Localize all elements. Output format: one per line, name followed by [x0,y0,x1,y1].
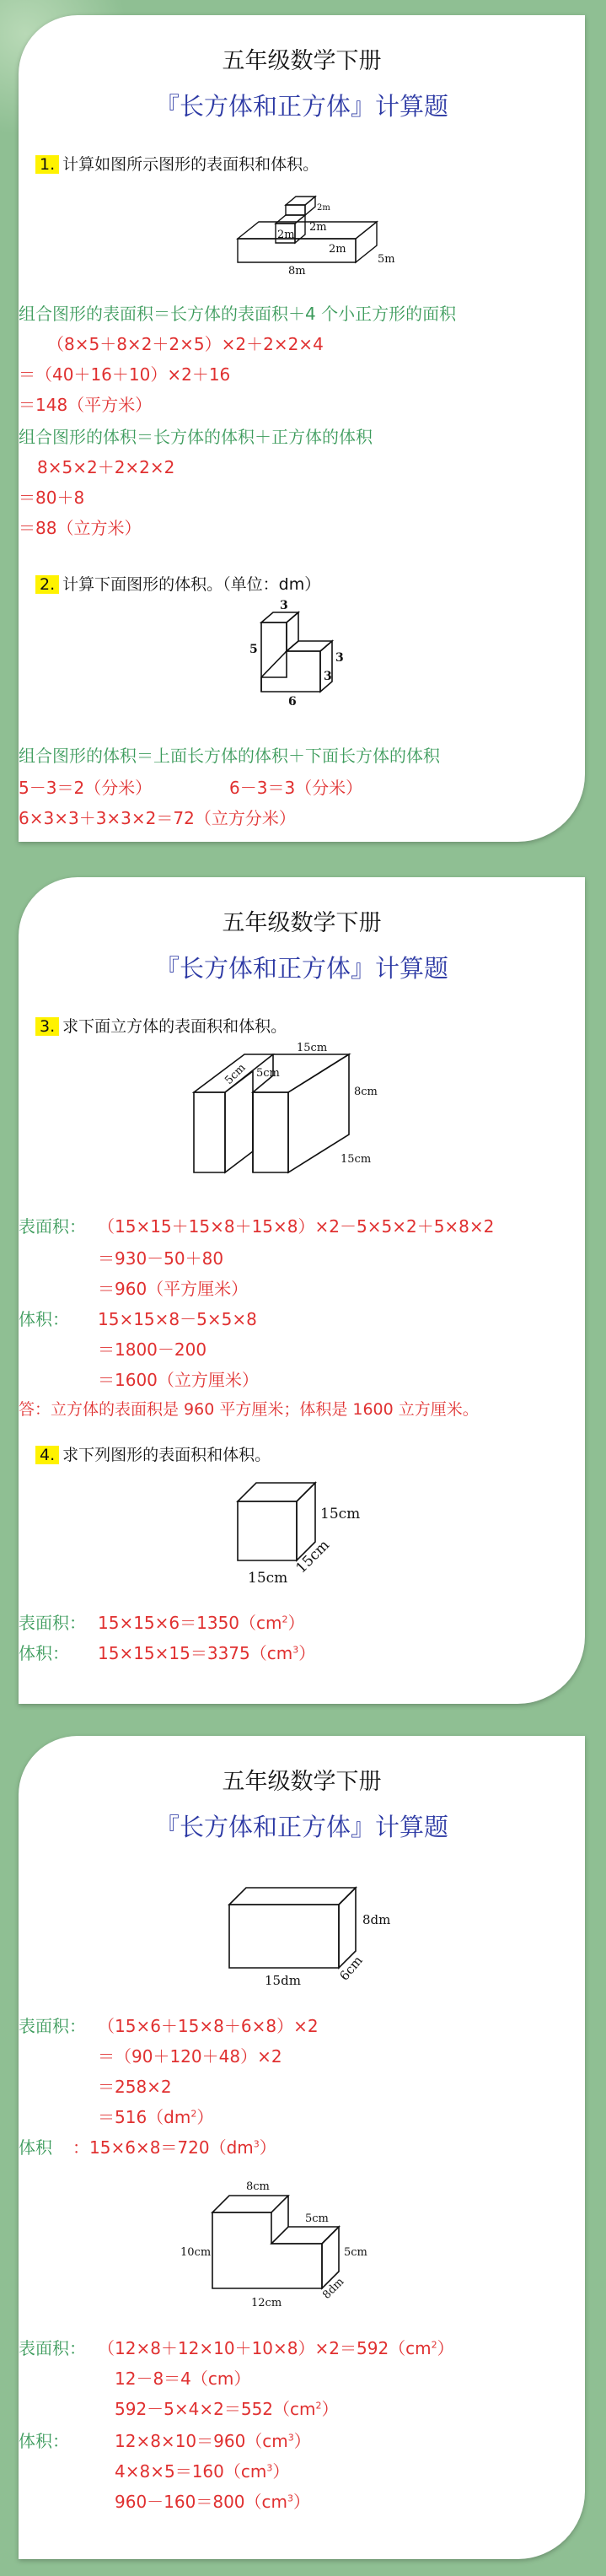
figure-label: 15cm [248,1570,288,1587]
page-subtitle: 『长方体和正方体』计算题 [154,92,448,121]
solution-text: 592－5×4×2＝552（cm [115,2399,316,2419]
solution-line [115,2428,311,2452]
figure-label: 2m [277,229,295,241]
figure-label: 5cm [305,2212,329,2225]
superscript: 2 [431,2339,437,2351]
page-title: 五年级数学下册 [222,910,382,936]
solution-text: 15×15×15＝3375（cm [98,1643,293,1663]
solution-line [115,2458,289,2482]
label-volume: 体积： [19,2431,69,2451]
answer-line: 答：立方体的表面积是 960 平方厘米；体积是 1600 立方厘米。 [19,1400,479,1419]
figure-label: 5m [378,253,395,266]
label-volume: 体积 [19,2137,52,2158]
figure-label: 3 [335,651,344,665]
figure-label: 8dm [362,1912,391,1927]
figure-cuboid [212,1875,398,1993]
solution-text: ＝516（dm [98,2107,191,2127]
page-subtitle: 『长方体和正方体』计算题 [154,1813,448,1841]
close-paren: ） [437,2338,454,2358]
superscript: 3 [287,2432,294,2444]
figure-label: 15cm [320,1506,361,1522]
solution-line [98,2335,454,2359]
close-paren: ） [293,2492,310,2512]
figure-label: 2m [317,203,330,213]
question-number: 1. [35,155,59,174]
figure-label: 3 [324,670,332,683]
question-2 [35,572,320,595]
question-1 [35,152,319,175]
close-paren: ） [298,1643,316,1663]
question-text: 计算如图所示图形的表面积和体积。 [62,155,319,174]
label-volume: 体积： [19,1643,69,1663]
figure-label: 5 [249,643,258,656]
figure-label: 6 [288,695,297,709]
figure-label: 10cm [180,2246,212,2259]
solution-line: 6×3×3＋3×3×2＝72（立方分米） [19,808,296,828]
superscript: 3 [287,2492,293,2504]
solution-line [98,1609,305,1634]
solution-line [72,2134,276,2158]
worksheet-card-3 [19,1736,585,2559]
close-paren: ） [196,2107,214,2127]
figure-label: 8cm [246,2180,270,2193]
figure-label: 2m [309,221,327,234]
figure-label: 5cm [223,1061,249,1087]
close-paren: ） [272,2461,290,2482]
superscript: 3 [266,2462,273,2474]
figure-label: 8cm [354,1086,378,1098]
solution-line: 5－3＝2（分米） [19,778,153,798]
solution-text: 12×8×10＝960（cm [115,2431,288,2451]
solution-line: ＝（40＋16＋10）×2＋16 [19,364,231,385]
figure-label: 15cm [341,1153,372,1166]
question-number: 2. [35,575,59,594]
superscript: 2 [282,1614,288,1625]
figure-label: 8dm [320,2275,347,2302]
solution-line: ＝（90＋120＋48）×2 [98,2046,282,2067]
figure-label: 15dm [265,1973,301,1988]
solution-line: ＝960（平方厘米） [98,1279,249,1299]
figure-composite [180,2175,406,2318]
solution-text: （12×8＋12×10＋10×8）×2＝592（cm [98,2338,432,2358]
page-subtitle: 『长方体和正方体』计算题 [154,954,448,983]
figure-q3 [179,1042,432,1189]
close-paren: ） [287,1613,305,1633]
figure-q1 [229,180,406,278]
figure-q2 [244,597,388,715]
question-text: 求下面立方体的表面积和体积。 [62,1017,287,1036]
close-paren: ） [259,2137,276,2158]
figure-label: 3 [280,599,288,612]
solution-line: （15×15＋15×8＋15×8）×2－5×5×2＋5×8×2 [98,1216,495,1237]
solution-line [98,1640,315,1664]
page-title: 五年级数学下册 [222,1769,382,1795]
figure-label: 8m [288,265,306,278]
solution-line [98,2104,213,2128]
solution-text: 960－160＝800（cm [115,2492,287,2512]
solution-line: 12－8＝4（cm） [115,2369,251,2389]
label-area: 表面积： [19,2016,86,2036]
figure-label: 15cm [292,1536,333,1577]
figure-label: 6cm [336,1953,366,1984]
question-text: 计算下面图形的体积。（单位：dm） [62,575,321,594]
question-4 [35,1442,271,1465]
figure-label: 5cm [256,1067,280,1080]
question-3 [35,1014,287,1037]
figure-label: 12cm [251,2297,282,2309]
solution-line [115,2488,310,2513]
label-area: 表面积： [19,1613,86,1633]
solution-line: 6－3＝3（分米） [229,778,363,798]
solution-text: 15×15×6＝1350（cm [98,1613,282,1633]
solution-text: ：15×6×8＝720（dm [72,2137,254,2158]
solution-text: 4×8×5＝160（cm [115,2461,267,2482]
question-number: 3. [35,1017,59,1036]
solution-line: ＝88（立方米） [19,518,142,538]
solution-line: ＝1600（立方厘米） [98,1370,259,1390]
solution-line: 组合图形的表面积＝长方体的表面积＋4 个小正方形的面积 [19,304,457,324]
solution-line: ＝80＋8 [19,488,85,508]
solution-line: （8×5＋8×2＋2×5）×2＋2×2×4 [47,334,324,354]
superscript: 2 [315,2400,322,2412]
page-title: 五年级数学下册 [222,48,382,74]
solution-line: （15×6＋15×8＋6×8）×2 [98,2016,319,2036]
close-paren: ） [321,2399,339,2419]
label-area: 表面积： [19,1216,86,1237]
solution-line: 8×5×2＋2×2×2 [37,457,175,477]
figure-q4 [221,1468,381,1594]
superscript: 3 [253,2138,260,2150]
label-volume: 体积： [19,1309,69,1329]
solution-line: ＝930－50＋80 [98,1248,224,1269]
label-area: 表面积： [19,2338,86,2358]
solution-line: 组合图形的体积＝上面长方体的体积＋下面长方体的体积 [19,746,440,766]
worksheet-card-2 [19,877,585,1704]
figure-label: 15cm [297,1042,328,1054]
figure-label: 2m [329,243,346,256]
solution-line: ＝148（平方米） [19,395,153,415]
question-text: 求下列图形的表面积和体积。 [62,1446,271,1464]
worksheet-card-1 [19,15,585,842]
solution-line: ＝1800－200 [98,1339,207,1360]
question-number: 4. [35,1446,59,1464]
figure-label: 5cm [344,2246,367,2259]
close-paren: ） [293,2431,311,2451]
solution-line: 15×15×8－5×5×8 [98,1309,257,1329]
solution-line: 组合图形的体积＝长方体的体积＋正方体的体积 [19,427,373,447]
solution-line [115,2395,339,2420]
solution-line: ＝258×2 [98,2077,172,2097]
superscript: 2 [190,2108,197,2120]
superscript: 3 [292,1644,299,1656]
